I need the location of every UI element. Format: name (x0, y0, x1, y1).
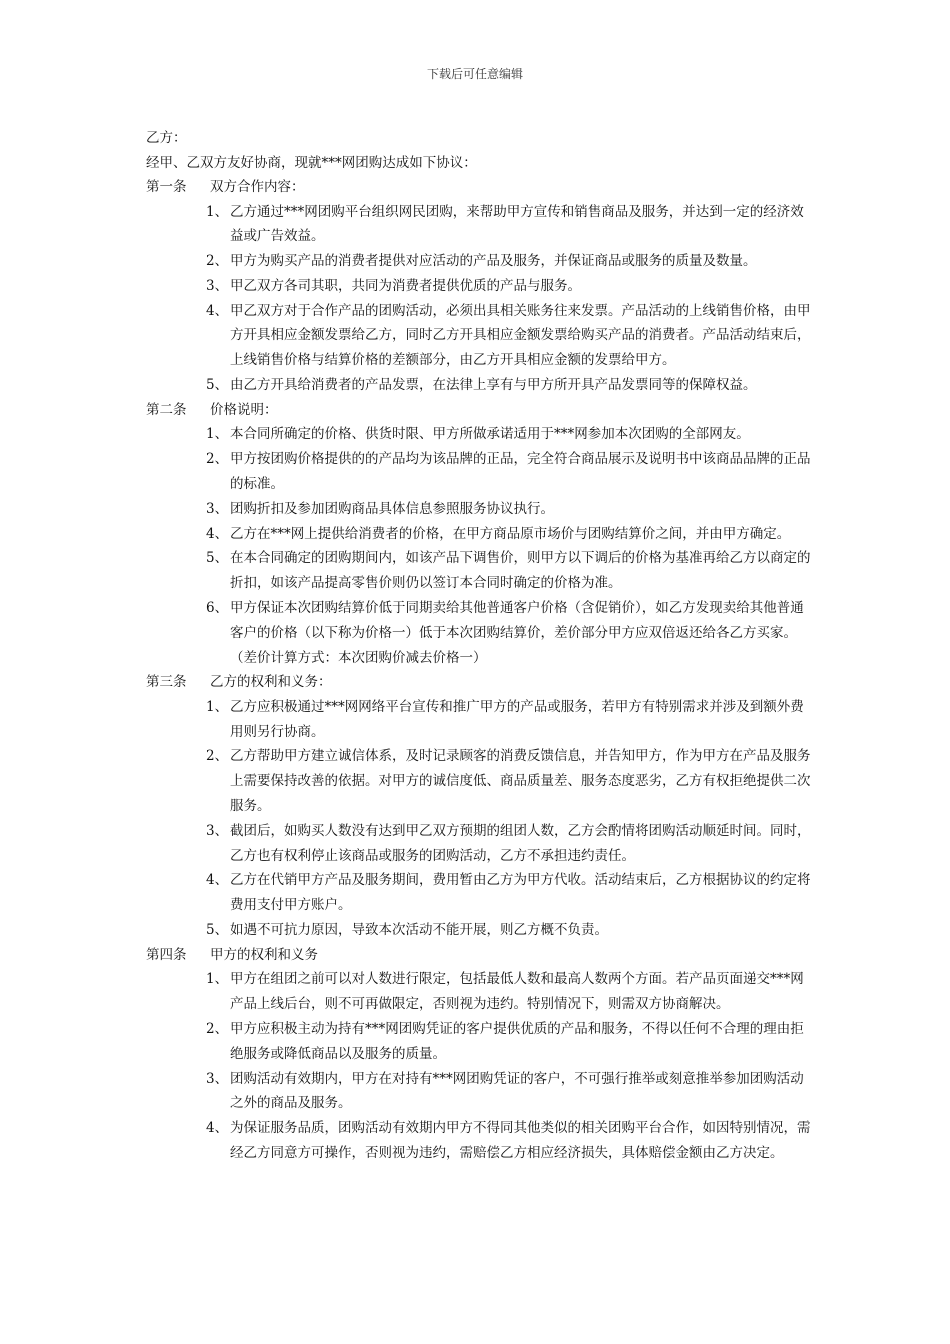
article-2-heading (146, 398, 816, 423)
article-4-items (206, 967, 816, 1165)
item-text: 团购折扣及参加团购商品具体信息参照服务协议执行。 (230, 500, 554, 517)
item-text: 团购活动有效期内，甲方在对持有***网团购凭证的客户，不可强行推举或刻意推举参加团购活动之外的商品及服务。 (230, 1070, 804, 1112)
article-2-items (206, 422, 816, 670)
download-note: 下载后可任意编辑 (426, 67, 523, 81)
article-3-items (206, 695, 816, 943)
list-item (206, 546, 816, 596)
item-number: 4、 (206, 1120, 229, 1137)
list-item (206, 249, 816, 274)
item-number: 4、 (206, 525, 229, 542)
item-number: 2、 (206, 451, 229, 468)
item-text: 甲乙双方对于合作产品的团购活动，必须出具相关账务往来发票。产品活动的上线销售价格，由甲方开具相应金额发票给乙方，同时乙方开具相应金额发票给购买产品的消费者。产品活动结束后，上线销售价格与结算价格的差额部分，由乙方开具相应金额的发票给甲方。 (230, 302, 811, 369)
item-number: 2、 (206, 253, 229, 270)
list-item (206, 596, 816, 670)
item-text: 甲方在组团之前可以对人数进行限定，包括最低人数和最高人数两个方面。若产品页面递交***网产品上线后台，则不可再做限定，否则视为违约。特别情况下，则需双方协商解决。 (230, 971, 804, 1013)
item-text: 截团后，如购买人数没有达到甲乙双方预期的组团人数，乙方会酌情将团购活动顺延时间。同时，乙方也有权利停止该商品或服务的团购活动，乙方不承担违约责任。 (230, 822, 811, 864)
list-item (206, 373, 816, 398)
item-number: 1、 (206, 971, 229, 988)
article-title: 双方合作内容： (210, 179, 305, 195)
item-text: 甲方按团购价格提供的的产品均为该品牌的正品，完全符合商品展示及说明书中该商品品牌的正品的标准。 (230, 451, 811, 492)
item-text: 乙方帮助甲方建立诚信体系，及时记录顾客的消费反馈信息，并告知甲方，作为甲方在产品及服务上需要保持改善的依据。对甲方的诚信度低、商品质量差、服务态度恶劣，乙方有权拒绝提供二次服务。 (230, 748, 811, 815)
item-number: 3、 (206, 822, 229, 839)
item-number: 5、 (206, 550, 229, 567)
item-text: 乙方在***网上提供给消费者的价格，在甲方商品原市场价与团购结算价之间，并由甲方确定。 (230, 525, 791, 542)
item-number: 3、 (206, 500, 229, 517)
item-number: 1、 (206, 698, 229, 715)
article-title: 甲方的权利和义务 (210, 946, 318, 963)
item-text: 乙方通过***网团购平台组织网民团购，来帮助甲方宣传和销售商品及服务，并达到一定的经济效益或广告效益。 (230, 203, 804, 245)
article-title: 乙方的权利和义务： (210, 674, 332, 691)
list-item (206, 274, 816, 299)
item-number: 4、 (206, 302, 229, 319)
item-number: 2、 (206, 748, 229, 765)
list-item (206, 918, 816, 943)
article-3-heading (146, 670, 816, 695)
item-text: 乙方应积极通过***网网络平台宣传和推广甲方的产品或服务，若甲方有特别需求并涉及到额外费用则另行协商。 (230, 698, 804, 740)
preamble: 经甲、乙双方友好协商，现就***网团购达成如下协议： (146, 154, 477, 171)
article-4-heading (146, 943, 816, 968)
contract-body (146, 126, 816, 1166)
list-item (206, 1116, 816, 1166)
article-number: 第三条 (146, 674, 187, 691)
list-item (206, 447, 816, 497)
list-item (206, 299, 816, 373)
item-text: 乙方在代销甲方产品及服务期间，费用暂由乙方为甲方代收。活动结束后，乙方根据协议的约定将费用支付甲方账户。 (230, 872, 811, 914)
item-number: 6、 (206, 599, 229, 616)
article-number: 第四条 (146, 946, 187, 963)
article-number: 第二条 (146, 401, 187, 418)
item-number: 5、 (206, 377, 229, 394)
article-title: 价格说明： (210, 401, 278, 418)
list-item (206, 497, 816, 522)
list-item (206, 744, 816, 818)
list-item (206, 868, 816, 918)
list-item (206, 522, 816, 547)
list-item (206, 1067, 816, 1117)
item-text: 甲方保证本次团购结算价低于同期卖给其他普通客户价格（含促销价），如乙方发现卖给其他普通客户的价格（以下称为价格一）低于本次团购结算价，差价部分甲方应双倍返还给各乙方买家。（差价计算方式：本次团购价减去价格一） (230, 599, 804, 666)
list-item (206, 200, 816, 250)
list-item (206, 967, 816, 1017)
item-text: 甲方应积极主动为持有***网团购凭证的客户提供优质的产品和服务，不得以任何不合理的理由拒绝服务或降低商品以及服务的质量。 (230, 1020, 804, 1062)
article-1-items (206, 200, 816, 398)
item-number: 3、 (206, 1070, 229, 1087)
article-number: 第一条 (146, 179, 187, 195)
item-number: 4、 (206, 872, 229, 889)
item-text: 本合同所确定的价格、供货时限、甲方所做承诺适用于***网参加本次团购的全部网友。 (230, 426, 750, 443)
article-1-heading (146, 175, 816, 200)
item-number: 1、 (206, 426, 229, 443)
item-text: 由乙方开具给消费者的产品发票，在法律上享有与甲方所开具产品发票同等的保障权益。 (230, 377, 757, 394)
list-item (206, 1017, 816, 1067)
list-item (206, 819, 816, 869)
list-item (206, 695, 816, 745)
item-text: 甲乙双方各司其职，共同为消费者提供优质的产品与服务。 (230, 277, 581, 294)
item-number: 2、 (206, 1020, 229, 1037)
item-text: 甲方为购买产品的消费者提供对应活动的产品及服务，并保证商品或服务的质量及数量。 (230, 253, 757, 270)
item-number: 1、 (206, 203, 229, 220)
item-text: 为保证服务品质，团购活动有效期内甲方不得同其他类似的相关团购平台合作，如因特别情况，需经乙方同意方可操作，否则视为违约，需赔偿乙方相应经济损失，具体赔偿金额由乙方决定。 (230, 1120, 811, 1161)
list-item (206, 422, 816, 447)
item-number: 3、 (206, 277, 229, 294)
item-text: 如遇不可抗力原因，导致本次活动不能开展，则乙方概不负责。 (230, 922, 608, 939)
item-text: 在本合同确定的团购期间内，如该产品下调售价，则甲方以下调后的价格为基准再给乙方以商定的折扣，如该产品提高零售价则仍以签订本合同时确定的价格为准。 (230, 550, 811, 592)
party-b-label: 乙方： (146, 130, 187, 146)
item-number: 5、 (206, 922, 229, 939)
